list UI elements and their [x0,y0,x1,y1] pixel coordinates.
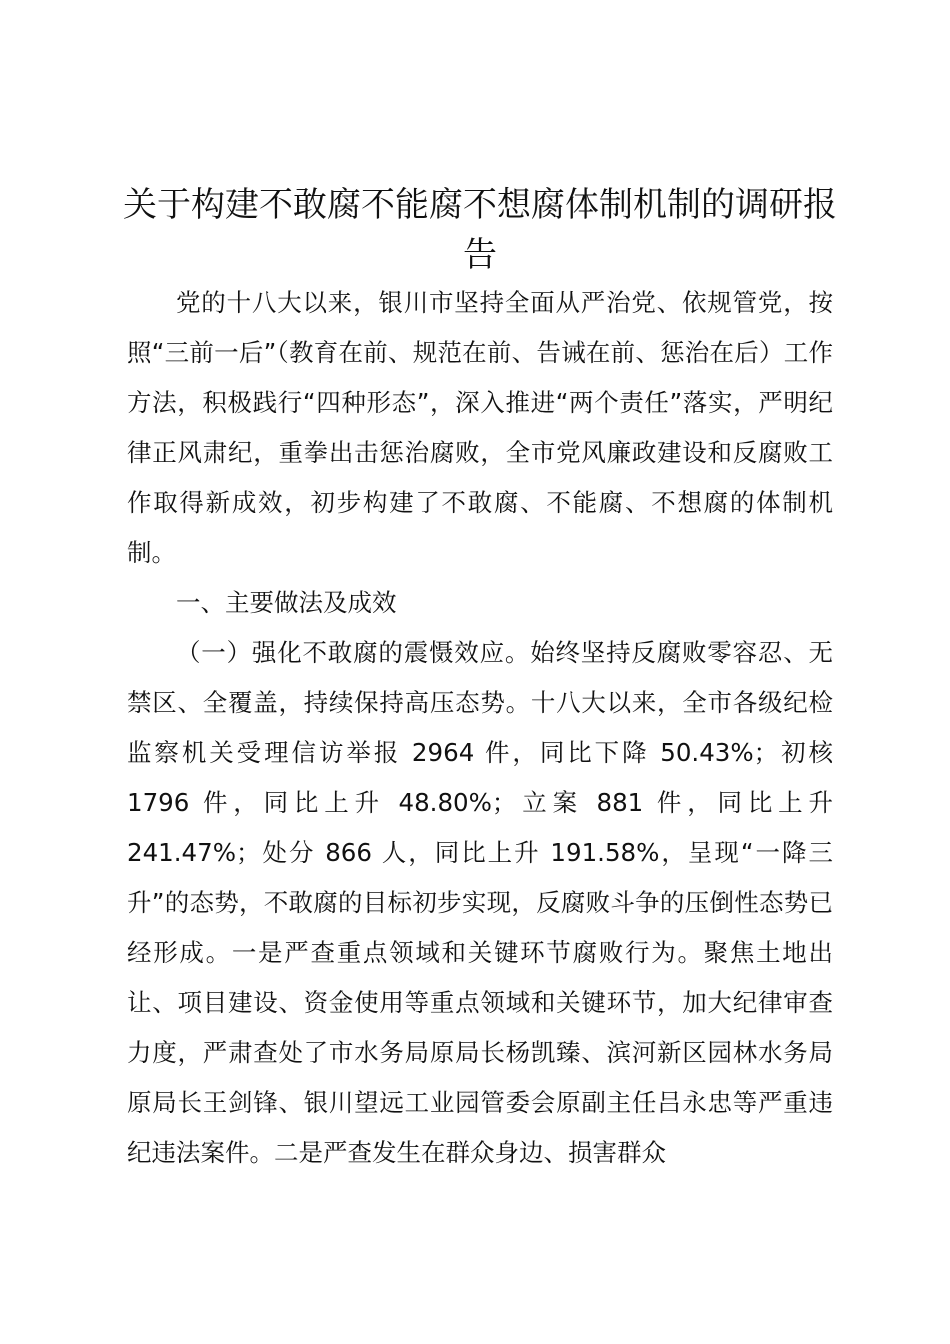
section-heading: 一、主要做法及成效 [176,588,397,617]
subsection-paragraph: （一）强化不敢腐的震慑效应。始终坚持反腐败零容忍、无禁区、全覆盖，持续保持高压态势。十八大以来，全市各级纪检监察机关受理信访举报 2964 件，同比下降 50.43%；初核 1796 件，同比上升 48.80%；立案 881 件，同比上升241.47%；处分 866 人，同比上升 191.58%，呈现“一降三升”的态势，不敢腐的目标初步实现，反腐败斗争的压倒性态势已经形成。一是严查重点领域和关键环节腐败行为。聚焦土地出让、项目建设、资金使用等重点领域和关键环节，加大纪律审查力度，严肃查处了市水务局原局长杨凯臻、滨河新区园林水务局原局长王剑锋、银川望远工业园管委会原副主任吕永忠等严重违纪违法案件。二是严查发生在群众身边、损害群众 [127,638,833,1167]
intro-paragraph: 党的十八大以来，银川市坚持全面从严治党、依规管党，按照“三前一后”（教育在前、规范在前、告诫在前、惩治在后）工作方法，积极践行“四种形态”，深入推进“两个责任”落实，严明纪律正风肃纪，重拳出击惩治腐败，全市党风廉政建设和反腐败工作取得新成效，初步构建了不敢腐、不能腐、不想腐的体制机制。 [127,288,833,567]
document-body [127,278,833,1178]
document-title: 关于构建不敢腐不能腐不想腐体制机制的调研报告 [123,185,837,275]
